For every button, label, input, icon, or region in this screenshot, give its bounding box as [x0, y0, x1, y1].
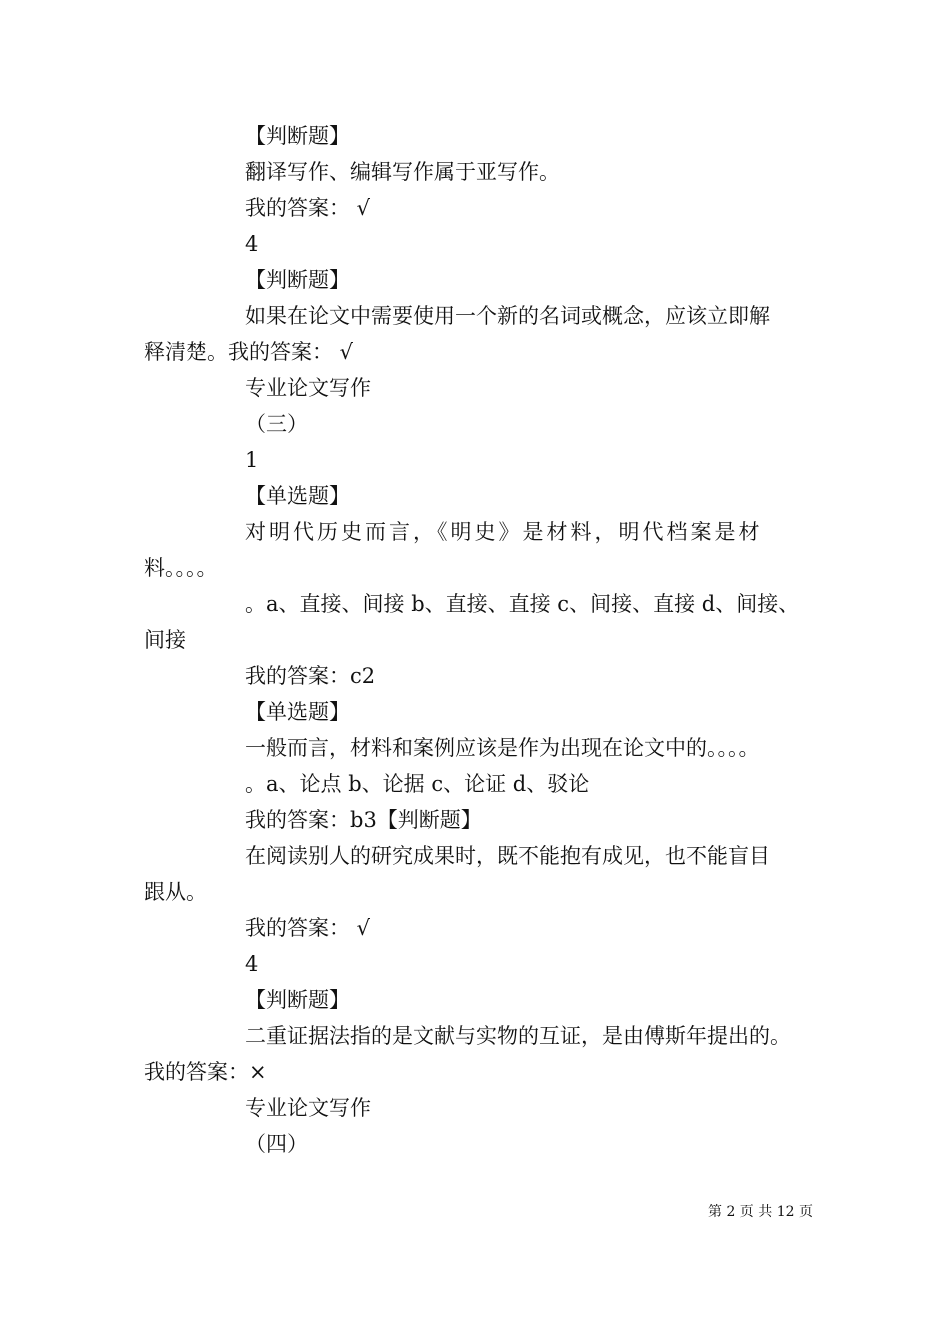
- question-text: 翻译写作、编辑写作属于亚写作。: [245, 160, 560, 184]
- question-number: 4: [245, 952, 259, 976]
- options-line-continued: 间接: [144, 628, 186, 652]
- question-text-continued: 释清楚。我的答案： √: [144, 340, 354, 364]
- question-text-continued: 跟从。: [144, 880, 207, 904]
- question-number: 4: [245, 232, 259, 256]
- question-type-label: 【判断题】: [245, 988, 350, 1012]
- question-text: 一般而言，材料和案例应该是作为出现在论文中的。。。。: [245, 736, 760, 760]
- section-number: （四）: [245, 1132, 308, 1156]
- options-line: 。a、直接、间接 b、直接、直接 c、间接、直接 d、间接、: [245, 592, 800, 616]
- options-line: 。a、论点 b、论据 c、论证 d、驳论: [245, 772, 590, 796]
- question-type-label: 【判断题】: [245, 268, 350, 292]
- question-text: 对明代历史而言，《明史》是材料，明代档案是材: [245, 520, 763, 544]
- section-title: 专业论文写作: [245, 1096, 371, 1120]
- answer-line: 我的答案： √: [245, 916, 371, 940]
- section-title: 专业论文写作: [245, 376, 371, 400]
- answer-line: 我的答案：c2: [245, 664, 376, 688]
- section-number: （三）: [245, 412, 308, 436]
- question-type-label: 【单选题】: [245, 700, 350, 724]
- question-type-label: 【单选题】: [245, 484, 350, 508]
- answer-line: 我的答案：b3【判断题】: [245, 808, 482, 832]
- question-text-continued: 料。。。。: [144, 556, 218, 580]
- question-type-label: 【判断题】: [245, 124, 350, 148]
- question-text: 二重证据法指的是文献与实物的互证，是由傅斯年提出的。: [245, 1024, 791, 1048]
- question-number: 1: [245, 448, 259, 472]
- answer-line: 我的答案： √: [245, 196, 371, 220]
- answer-line: 我的答案：×: [144, 1060, 267, 1084]
- page-footer-info: 第 2 页 共 12 页: [708, 1204, 813, 1220]
- question-text: 如果在论文中需要使用一个新的名词或概念，应该立即解: [245, 304, 770, 328]
- question-text: 在阅读别人的研究成果时，既不能抱有成见，也不能盲目: [245, 844, 770, 868]
